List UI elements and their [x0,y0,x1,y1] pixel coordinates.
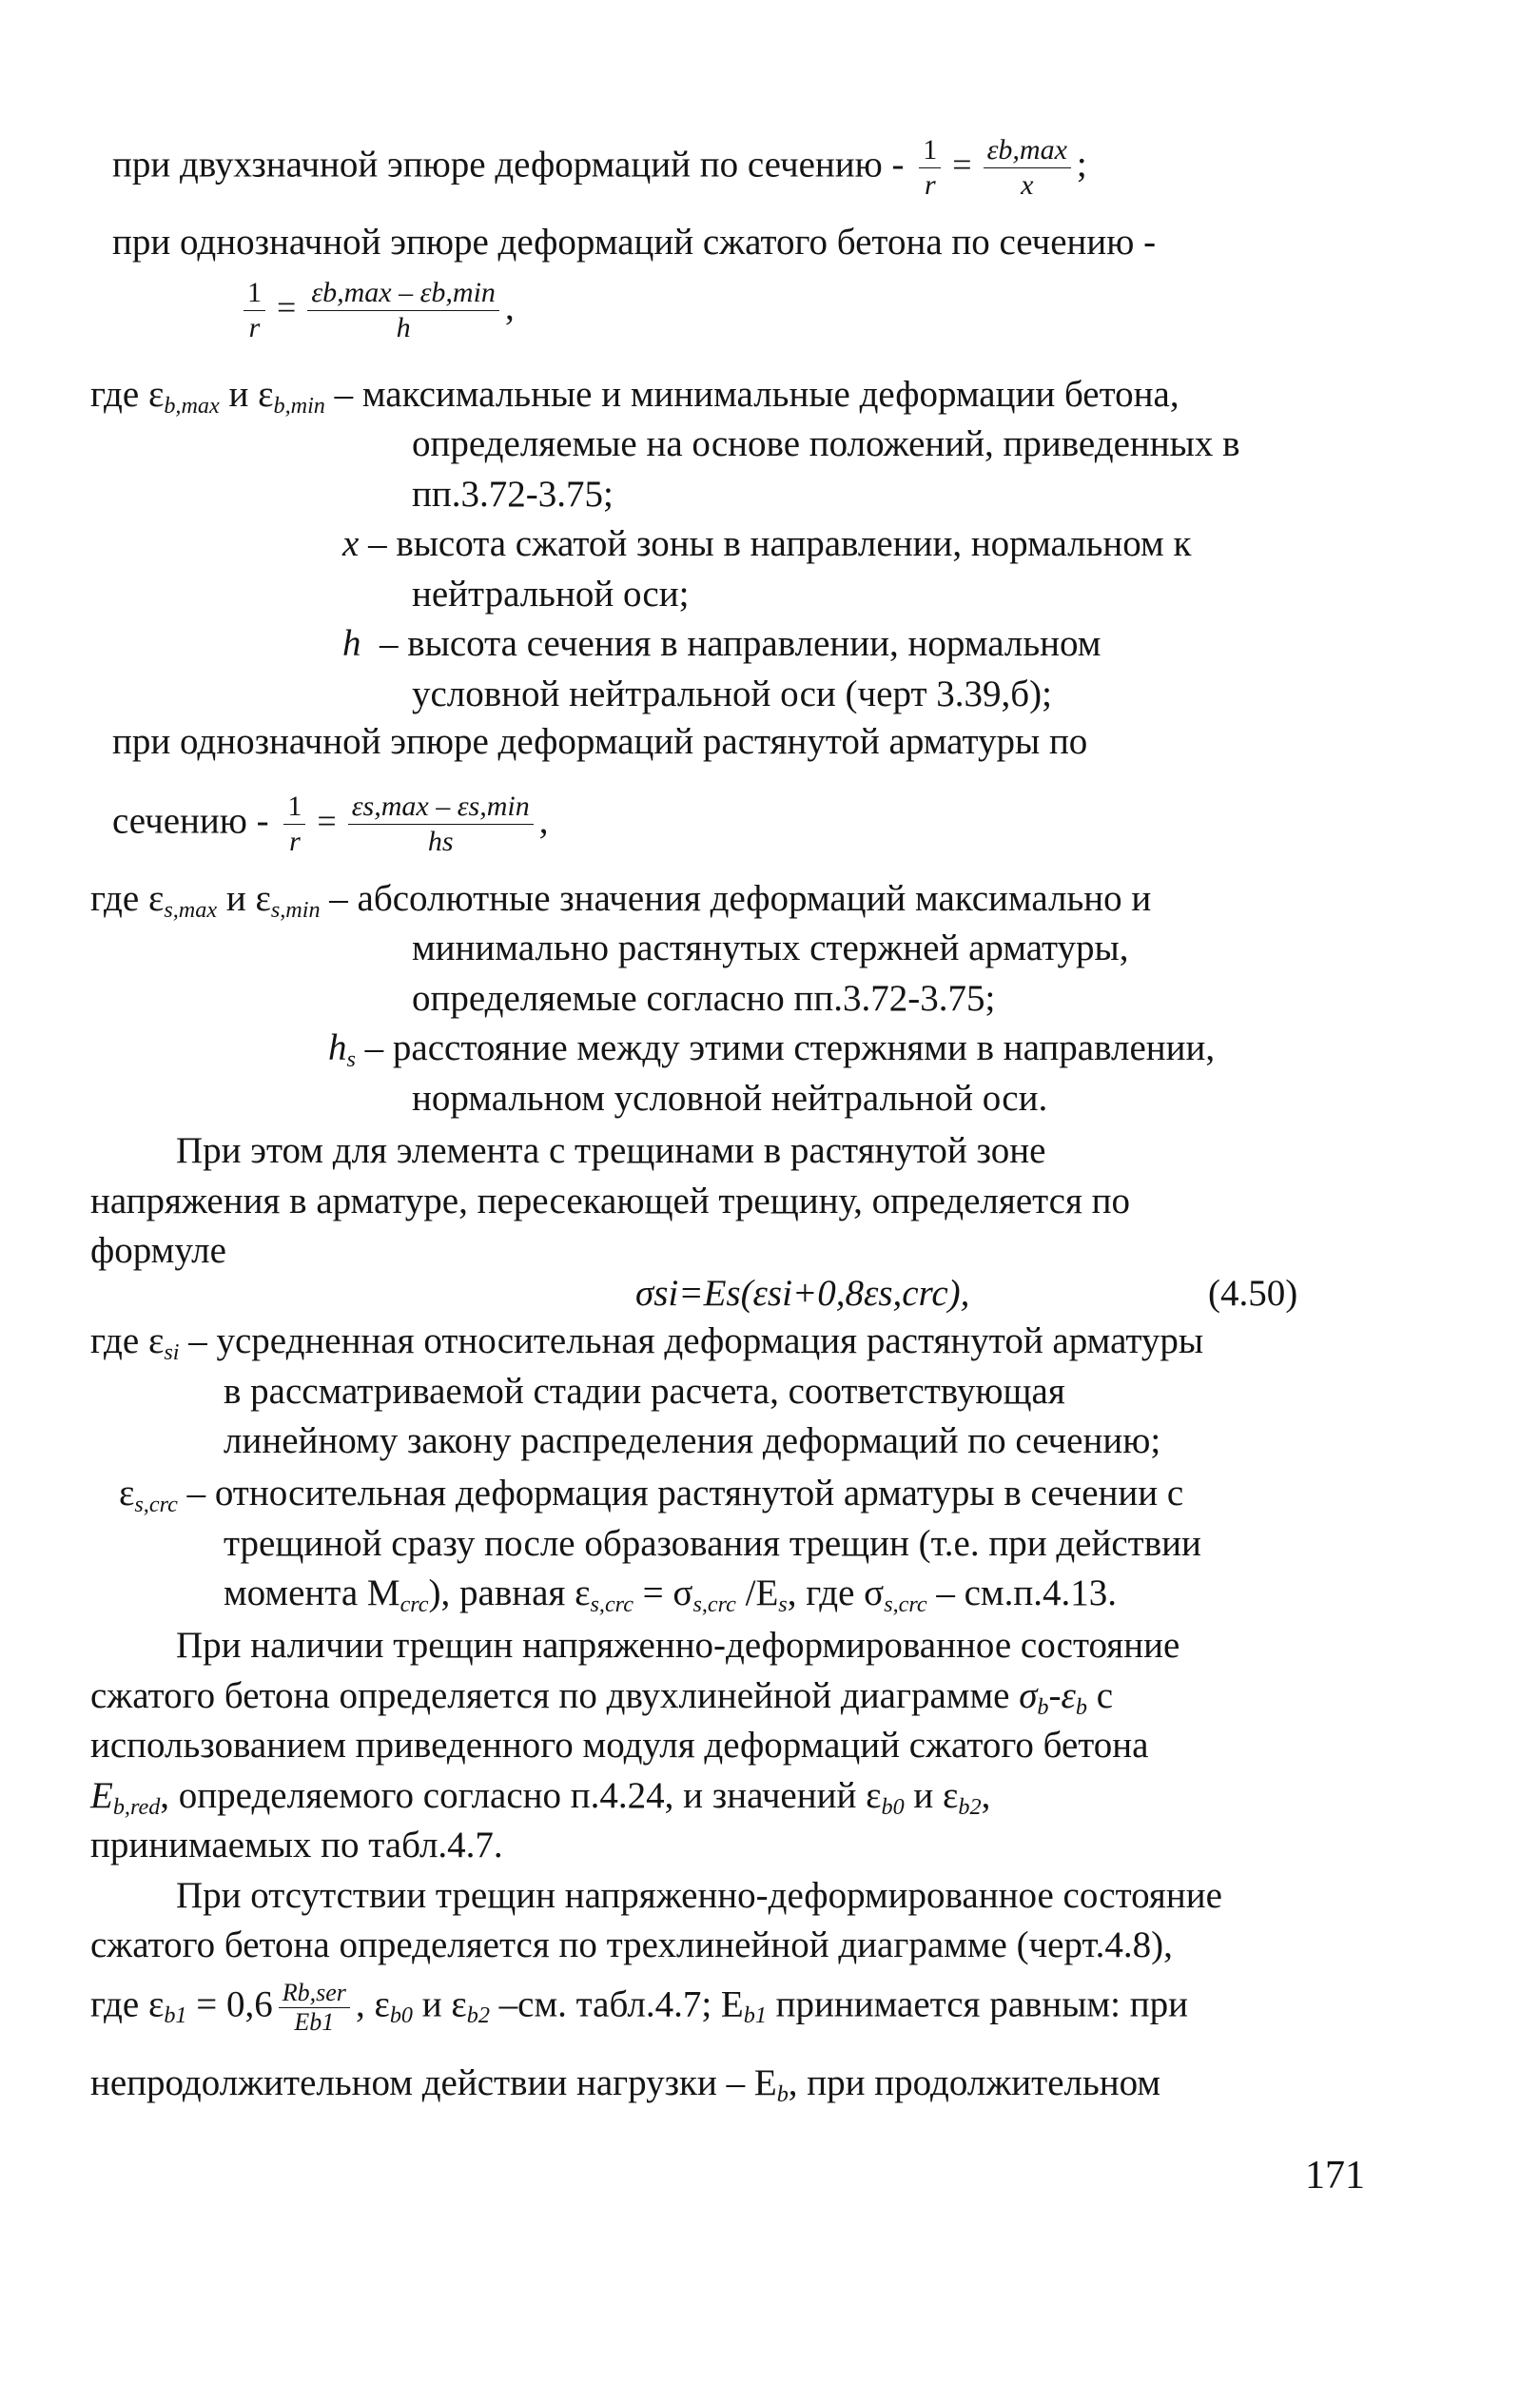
line-text: в рассматриваемой стадии расчета, соответствующая [224,1371,1065,1412]
line-text: напряжения в арматуре, пересекающей трещину, определяется по [90,1181,1131,1221]
text-line [224,1520,1201,1568]
line-text: сжатого бетона определяется по двухлинейной диаграмме [90,1675,1020,1716]
line-text: определяемые согласно пп.3.72-3.75; [412,978,996,1019]
line-text: при двухзначной эпюре деформаций по сечению - [112,144,905,186]
line-text: где ε [90,878,165,919]
line-text: , определяемого согласно п.4.24, и значений ε [160,1775,882,1816]
text-line [412,671,1052,718]
line-text: где ε [90,1320,165,1361]
line-text: принимаемых по табл.4.7. [90,1825,503,1865]
line-text: принимается равным: при [766,1983,1188,2025]
line-text: где ε [90,1983,165,2025]
line-text: и ε [904,1775,959,1816]
line-text: , ε [355,1983,390,2025]
line-text: минимально растянутых стержней арматуры, [412,928,1129,968]
line-text: момента M [224,1572,400,1613]
variable-symbol: h [328,1027,347,1068]
text-line [412,471,614,518]
fraction-numerator: 1 [244,276,265,311]
text-line: $h_s$ – расстояние между этими стержнями в направлении, [328,1027,1216,1072]
line-text: При наличии трещин напряженно-деформированное состояние [176,1625,1180,1666]
fraction-denominator: r [289,826,301,857]
text-line [412,420,1240,468]
line-text: – высота сжатой зоны в направлении, нормальном к [368,523,1192,564]
text-line [90,1722,1149,1769]
formula-text: σsi=Es(εsi+0,8εs,crc), [635,1273,970,1314]
page-number [1305,2152,1365,2199]
variable-symbol: h [342,623,361,664]
line-text: при однозначной эпюре деформаций сжатого бетона по сечению - [112,222,1157,263]
fraction-denominator: r [248,312,261,343]
text-line: $E_{b,red}$, определяемого согласно п.4.24, и значений $\varepsilon_{b0}$ и $\varepsilon_{b2}$, [90,1775,991,1820]
line-text: формуле [90,1230,226,1271]
line-text: – высота сечения в направлении, нормальном [380,623,1101,664]
line-text: , где σ [787,1572,885,1613]
text-line [112,718,1087,766]
variable-symbol: E [90,1775,113,1816]
equals-sign: = [277,288,297,327]
line-text: непродолжительном действии нагрузки – E [90,2062,777,2103]
line-text: – абсолютные значения деформаций максимально и [329,878,1152,919]
line-text: – расстояние между этими стержнями в направлении, [364,1027,1216,1068]
line-text: – см.п.4.13. [926,1572,1117,1613]
line-text: нормальном условной нейтральной оси. [412,1078,1048,1119]
text-line [412,975,995,1023]
text-line: где $\varepsilon_{b1} = 0,6$ $\frac{\text{Rb,ser}}{Eb1}$ , $\varepsilon_{b0}$ и $\varepsilon_{b2}$ –см. табл.4.7; $E_{b1}$ принимается равным: при [90,1979,1188,2036]
line-text: при однозначной эпюре деформаций растянутой арматуры по [112,721,1088,762]
line-text: – максимальные и минимальные деформации бетона, [334,374,1179,415]
line-text: линейному закону распределения деформаций по сечению; [224,1420,1161,1461]
text-line [412,571,689,618]
text-line: непродолжительном действии нагрузки – $E_b$, при продолжительном [90,2062,1161,2107]
line-text: трещиной сразу после образования трещин (т.е. при действии [224,1523,1201,1564]
fraction [348,790,534,859]
text-line [342,520,1191,568]
text-line [176,1622,1179,1670]
line-text: При этом для элемента с трещинами в растянутой зоне [176,1130,1046,1171]
line-text: = 0,6 [186,1983,273,2025]
line-text: определяемые на основе положений, приведенных в [412,423,1240,464]
line-text: –см. табл.4.7; E [489,1983,744,2025]
line-text: – усредненная относительная деформация растянутой арматуры [188,1320,1204,1361]
text-line: сечению - $\frac{1}{r}$ = $\frac{\varepsilon s,\max - \varepsilon s,\min}{hs}$ , [112,791,549,857]
fraction-denominator: r [924,169,936,201]
text-line [342,620,1101,668]
line-text: и ε [228,374,274,415]
line-text: , при продолжительном [788,2062,1161,2103]
line-text: При отсутствии трещин напряженно-деформированное состояние [176,1875,1222,1916]
fraction-numerator: εs,max – εs,min [348,790,534,825]
fraction-numerator: εb,max [984,133,1071,168]
text-line [90,1822,503,1869]
fraction [283,790,305,859]
fraction-numerator: Rb,ser [279,1979,350,2008]
equation-number [1208,1270,1297,1318]
line-text: – относительная деформация растянутой арматуры в сечении с [186,1473,1184,1514]
equals-sign: = [317,802,337,841]
text-line [412,925,1129,972]
text-line [412,1075,1047,1123]
text-line: где $\varepsilon_{si}$ – усредненная относительная деформация растянутой арматуры [90,1320,1204,1365]
text-line [90,1922,1173,1969]
fraction-denominator: x [1021,169,1034,201]
fraction [984,133,1071,203]
line-text: нейтральной оси; [412,574,690,615]
fraction-numerator: εb,max – εb,min [307,276,499,311]
text-line: где $\varepsilon_{b,max}$ и $\varepsilon_{b,min}$ – максимальные и минимальные деформации бетона, [90,374,1179,419]
line-text: с [1086,1675,1114,1716]
text-line: где $\varepsilon_{s,max}$ и $\varepsilon_{s,min}$ – абсолютные значения деформаций максимально и [90,878,1152,923]
line-text: и ε [413,1983,467,2025]
line-text: ), равная ε [428,1572,591,1613]
fraction [919,133,941,203]
formula-line: $\frac{1}{r}$ = $\frac{\varepsilon b,\max - \varepsilon b,\min}{h}$ , [238,276,515,345]
line-text: где ε [90,374,165,415]
line-text: использованием приведенного модуля деформаций сжатого бетона [90,1725,1149,1766]
fraction [307,276,499,345]
fraction-denominator: hs [427,826,454,857]
equals-sign: = [952,146,972,185]
text-line [176,1127,1045,1175]
text-line [224,1417,1160,1465]
line-text: ε [119,1473,135,1514]
page-number-text: 171 [1305,2154,1365,2197]
fraction-denominator: Eb1 [294,2008,335,2036]
line-text: пп.3.72-3.75; [412,474,614,515]
text-line [176,1872,1222,1920]
text-line [224,1368,1065,1416]
line-text: /E [735,1572,779,1613]
fraction-denominator: h [396,312,411,343]
line-text: сечению - [112,800,269,842]
equation-number-text: (4.50) [1208,1273,1298,1314]
fraction-numerator: 1 [919,133,941,168]
line-text: = σ [633,1572,693,1613]
text-line [90,1227,226,1275]
text-line: момента $M_{crc}$), равная $\varepsilon_{s,crc} = \sigma_{s,crc}$ $/E_s$, где $\sigma_{s,crc} - см.п.4.13$. [224,1572,1117,1617]
text-line: при двухзначной эпюре деформаций по сечению - $\frac{1}{r}$ = $\frac{\varepsilon b,\max}{x}$ ; [112,134,1087,201]
fraction [279,1979,350,2037]
line-text: и ε [225,878,271,919]
sigma-epsilon-symbol: $\sigma_b-\varepsilon_b$ [1019,1675,1087,1720]
text-line [112,219,1368,266]
text-line: $\varepsilon_{s,crc}$ – относительная деформация растянутой арматуры в сечении с [119,1473,1184,1517]
fraction-numerator: 1 [283,790,305,825]
formula-line [635,1270,969,1318]
line-text: условной нейтральной оси (черт 3.39,б); [412,674,1052,714]
text-line [90,1178,1130,1225]
variable-symbol: x [342,523,360,564]
line-text: сжатого бетона определяется по трехлинейной диаграмме (черт.4.8), [90,1924,1173,1965]
fraction [244,276,265,345]
line-text: , [981,1775,991,1816]
